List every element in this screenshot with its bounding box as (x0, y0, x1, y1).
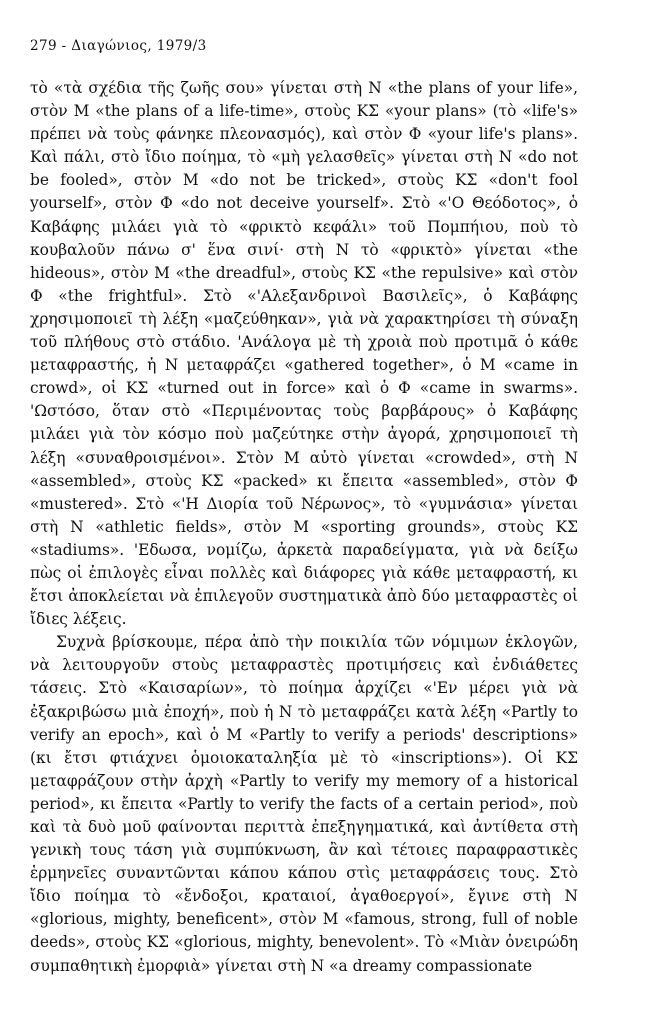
body-text (30, 77, 578, 978)
paragraph-2: Συχνὰ βρίσκουμε, πέρα ἀπὸ τὴν ποικιλία τῶν νόμιμων ἐκλογῶν, νὰ λειτουργοῦν στοὺς μεταφραστὲς προτιμήσεις καὶ ἐνδιάθετες τάσεις. Στὸ «Καισαρίων», τὸ ποίημα ἀρχίζει «'Εν μέρει γιὰ νὰ ἐξακριβώσω μιὰ ἐποχή», ποὺ ἡ N τὸ μεταφράζει κατὰ λέξη «Partly to verify an epoch», καὶ ὁ M «Partly to verify a periods' descriptions» (κι ἔτσι φτιάχνει ὁμοιοκαταληξία μὲ τὸ «inscriptions»). Οἱ ΚΣ μεταφράζουν στὴν ἀρχὴ «Partly to verify my memory of a historical period», κι ἔπειτα «Partly to verify the facts of a certain period», ποὺ καὶ τὰ δυὸ μοῦ φαίνονται περιττὰ ἐπεξηγηματικά, καὶ ἀντίθετα στὴ γενικὴ τους τάση γιὰ συμπύκνωση, ἂν καὶ τέτοιες παραφραστικὲς ἑρμηνεῖες συναντῶνται κάπου κάπου στὶς μεταφράσεις τους. Στὸ ἴδιο ποίημα τὸ «ἔνδοξοι, κραταιοί, ἀγαθοεργοί», ἔγινε στὴ N «glorious, mighty, beneficent», στὸν M «famous, strong, full of noble deeds», στοὺς ΚΣ «glorious, mighty, benevolent». Τὸ «Μιὰν ὀνειρώδη συμπαθητικὴ ἐμορφιὰ» γίνεται στὴ N «a dreamy compassionate (30, 633, 578, 975)
running-header: 279 - Διαγώνιος, 1979/3 (30, 38, 207, 54)
paragraph-1: τὸ «τὰ σχέδια τῆς ζωῆς σου» γίνεται στὴ N «the plans of your life», στὸν M «the plans of a life-time», στοὺς ΚΣ «your plans» (τὸ «life's» πρέπει νὰ τοὺς φάνηκε πλεονασμός), καὶ στὸν Φ «your life's plans». Καὶ πάλι, στὸ ἴδιο ποίημα, τὸ «μὴ γελασθεῖς» γίνεται στὴ N «do not be fooled», στὸν M «do not be tricked», στοὺς ΚΣ «don't fool yourself», στὸν Φ «do not deceive yourself». Στὸ «'Ο Θεόδοτος», ὁ Καβάφης μιλάει γιὰ τὸ «φρικτὸ κεφάλι» τοῦ Πομπήιου, ποὺ τὸ κουβαλοῦν πάνω σ' ἕνα σινί· στὴ N τὸ «φρικτὸ» γίνεται «the hideous», στὸν M «the dreadful», στοὺς ΚΣ «the repulsive» καὶ στὸν Φ «the frightful». Στὸ «'Αλεξανδρινοὶ Βασιλεῖς», ὁ Καβάφης χρησιμοποιεῖ τὴ λέξη «μαζεύθηκαν», γιὰ νὰ χαρακτηρίσει τὴ σύναξη τοῦ πλήθους στὸ στάδιο. 'Ανάλογα μὲ τὴ χροιὰ ποὺ προτιμᾶ ὁ κάθε μεταφραστής, ἡ N μεταφράζει «gathered together», ὁ M «came in crowd», οἱ ΚΣ «turned out in force» καὶ ὁ Φ «came in swarms». 'Ωστόσο, ὅταν στὸ «Περιμένοντας τοὺς βαρβάρους» ὁ Καβάφης μιλάει γιὰ τὸν κόσμο ποὺ μαζεύτηκε στὴν ἀγορά, χρησιμοποιεῖ τὴ λέξη «συναθροισμένοι». Στὸν M αὐτὸ γίνεται «crowded», στὴ N «assembled», στοὺς ΚΣ «packed» κι ἔπειτα «assembled», στὸν Φ «mustered». Στὸ «'Η Διορία τοῦ Νέρωνος», τὸ «γυμνάσια» γίνεται στὴ N «athletic fields», στὸν M «sporting grounds», στοὺς ΚΣ «stadiums». 'Εδωσα, νομίζω, ἀρκετὰ παραδείγματα, γιὰ νὰ δείξω πὼς οἱ ἐπιλογὲς εἶναι πολλὲς καὶ διάφορες γιὰ κάθε μεταφραστή, κι ἔτσι ἀποκλείεται νὰ ἐπιλεγοῦν συστηματικὰ ἀπὸ δύο μεταφραστὲς οἱ ἴδιες λέξεις. (30, 79, 578, 629)
